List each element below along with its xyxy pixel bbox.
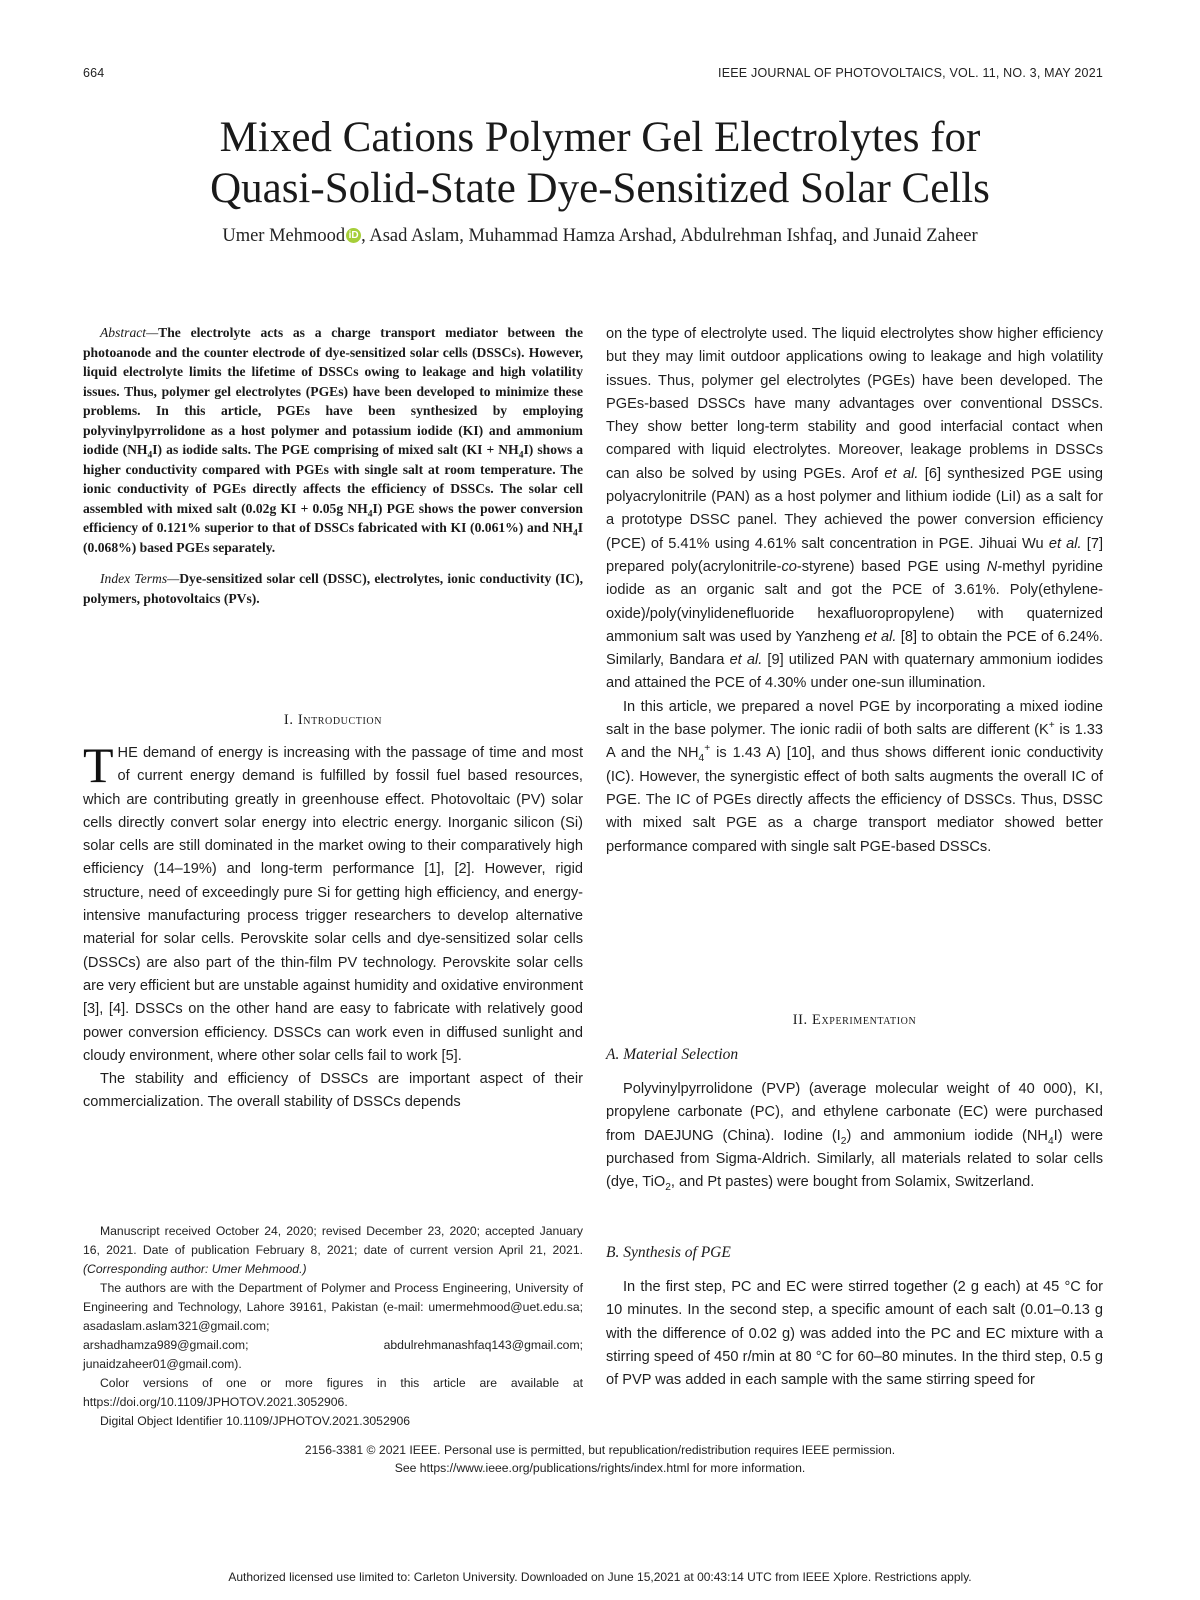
footnote-color: Color versions of one or more figures in this article are available at https://doi.org/10.1109/JPHOTOV.2021.3052906. [83,1376,583,1409]
material-selection-body [606,1078,1103,1194]
copyright-line1: 2156-3381 © 2021 IEEE. Personal use is permitted, but republication/redistribution requires IEEE permission. [304,1443,896,1457]
footnote-doi: Digital Object Identifier 10.1109/JPHOTOV.2021.3052906 [100,1414,411,1428]
footnote [83,1222,583,1431]
email-right: abdulrehmanashfaq143@gmail.com; [383,1338,583,1352]
author-list [0,226,1200,247]
footnote-emails [83,1336,583,1355]
intro-paragraph-2: The stability and efficiency of DSSCs are important aspect of their commercialization. The overall stability of DSSCs depends [83,1071,583,1111]
index-terms-label: Index Terms— [100,571,180,586]
footnote-received: Manuscript received October 24, 2020; revised December 23, 2020; accepted January 16, 2021. Date of publication February 8, 2021; date of current version April 21, 2021. (Corresponding author: Umer Mehmood.) [83,1224,583,1276]
title-block [0,112,1200,247]
other-authors: , Asad Aslam, Muhammad Hamza Arshad, Abdulrehman Ishfaq, and Junaid Zaheer [361,226,978,246]
paper-title-line2: Quasi-Solid-State Dye-Sensitized Solar Cells [210,165,990,212]
section-heading-introduction: I. Introduction [283,712,383,728]
intro-paragraph-4: In this article, we prepared a novel PGE by incorporating a mixed iodine salt in the base polymer. The ionic radii of both salts are different (K+ is 1.33 A and the $NH_4^+$ is 1.43 A) [10], and thus shows different ionic conductivity (IC). However, the synergistic effect of both salts augments the overall IC of PGE. The IC of PGEs directly affects the efficiency of DSSCs. Thus, DSSC with mixed salt PGE as a charge transport mediator showed better performance compared with single salt PGE-based DSSCs. [606,698,1104,855]
dropcap: T [83,737,114,793]
subsection-material-selection: A. Material Selection [606,1046,739,1063]
material-paragraph: Polyvinylpyrrolidone (PVP) (average molecular weight of 40 000), KI, propylene carbonate (PC), and ethylene carbonate (EC) were purchased from DAEJUNG (China). Iodine $(I_2)$ and ammonium iodide $(NH_4I)$ were purchased from Sigma-Aldrich. Similarly, all materials related to solar cells (dye, TiO$_2$, and Pt pastes) were bought from Solamix, Switzerland. [606,1081,1103,1194]
page-number: 664 [83,66,105,80]
synthesis-paragraph: In the first step, PC and EC were stirred together (2 g each) at 45 °C for 10 minutes. In the second step, a specific amount of each salt (0.01–0.13 g with the difference of 0.02 g) was added into the PC and EC mixture with a stirring speed of 450 r/min at 80 °C for 60–80 minutes. In the third step, 0.5 g of PVP was added in each sample with the same stirring speed for [606,1279,1103,1389]
email-left: arshadhamza989@gmail.com; [83,1338,249,1352]
license-notice: Authorized licensed use limited to: Carleton University. Downloaded on June 15,2021 at 00:43:14 UTC from IEEE Xplore. Restrictions apply. [228,1570,972,1584]
abstract-paragraph: Abstract—The electrolyte acts as a charge transport mediator between the photoanode and the counter electrode of dye-sensitized solar cells (DSSCs). However, liquid electrolyte limits the lifetime of DSSCs owing to leakage and high volatility issues. Thus, polymer gel electrolytes (PGEs) have been developed to minimize these problems. In this article, PGEs have been synthesized by employing polyvinylpyrrolidone as a host polymer and potassium iodide (KI) and ammonium iodide $(NH_4I)$ as iodide salts. The PGE comprising of mixed salt $(KI + NH_4I)$ shows a higher conductivity compared with PGEs with single salt at room temperature. The ionic conductivity of PGEs directly affects the efficiency of DSSCs. The solar cell assembled with mixed salt (0.02g KI + 0.05g $NH_4I$) PGE shows the power conversion efficiency of 0.121% superior to that of DSSCs fabricated with KI (0.061%) and $NH_4I$ (0.068%) based PGEs separately. [83,325,583,555]
section-heading-experimentation: II. Experimentation [792,1012,917,1028]
orcid-icon[interactable]: iD [346,228,361,243]
index-terms: Index Terms—Dye-sensitized solar cell (DSSC), electrolytes, ionic conductivity (IC), polymers, photovoltaics (PVs). [83,571,583,606]
email-last: junaidzaheer01@gmail.com). [83,1357,242,1371]
introduction-body [83,737,583,1115]
right-column-body [606,323,1103,859]
copyright [0,1441,1200,1477]
paper-title-line1: Mixed Cations Polymer Gel Electrolytes for [219,114,981,161]
subsection-synthesis: B. Synthesis of PGE [606,1244,731,1261]
intro-paragraph-1: THE demand of energy is increasing with the passage of time and most of current energy demand is fulfilled by fossil fuel based resources, which are contributing greatly in greenhouse effect. Photovoltaic (PV) solar cells directly convert solar energy into electric energy. Inorganic silicon (Si) solar cells are still dominated in the market owing to their comparatively high efficiency (14–19%) and long-term performance [1], [2]. However, rigid structure, need of exceedingly pure Si for getting high efficiency, and energy-intensive manufacturing process trigger researchers to develop alternative material for solar cells. Perovskite solar cells and dye-sensitized solar cells (DSSCs) are also part of the thin-film PV technology. Perovskite solar cells are very efficient but are unstable against humidity and oxidative environment [3], [4]. DSSCs on the other hand are easy to fabricate with relatively good power conversion efficiency. DSSCs can work even in diffused sunlight and cloudy environment, where other solar cells fail to work [5]. [83,737,583,1064]
intro-paragraph-3: on the type of electrolyte used. The liquid electrolytes show higher efficiency but they may limit outdoor applications owing to leakage and high volatility issues. Thus, polymer gel electrolytes (PGEs) have been developed. The PGEs-based DSSCs have many advantages over conventional DSSCs. They show better long-term stability and good interfacial contact when compared with liquid electrolytes. Moreover, leakage problems in DSSCs can also be solved by using PGEs. Arof et al. [6] synthesized PGE using polyacrylonitrile (PAN) as a host polymer and lithium iodide (LiI) as a salt for a prototype DSSC panel. They achieved the power conversion efficiency (PCE) of 5.41% using 4.61% salt concentration in PGE. Jihuai Wu et al. [7] prepared poly(acrylonitrile-co-styrene) based PGE using N-methyl pyridine iodide as an organic salt and got the PCE of 3.61%. Poly(ethylene-oxide)/poly(vinylidenefluoride hexafluoropropylene) with quaternized ammonium salt was used by Yanzheng et al. [8] to obtain the PCE of 6.24%. Similarly, Bandara et al. [9] utilized PAN with quaternary ammonium iodides and attained the PCE of 4.30% under one-sun illumination. [606,326,1104,692]
abstract-label: Abstract— [100,325,159,340]
copyright-line2: See https://www.ieee.org/publications/rights/index.html for more information. [394,1461,806,1475]
footnote-affiliation: The authors are with the Department of Polymer and Process Engineering, University of Engineering and Technology, Lahore 39161, Pakistan (e-mail: umermehmood@uet.edu.sa; asadaslam.aslam321@gmail.com; [83,1281,583,1333]
journal-header: IEEE JOURNAL OF PHOTOVOLTAICS, VOL. 11, NO. 3, MAY 2021 [718,66,1103,80]
synthesis-body [606,1276,1103,1392]
first-author: Umer Mehmood [222,226,346,246]
abstract [83,323,583,620]
